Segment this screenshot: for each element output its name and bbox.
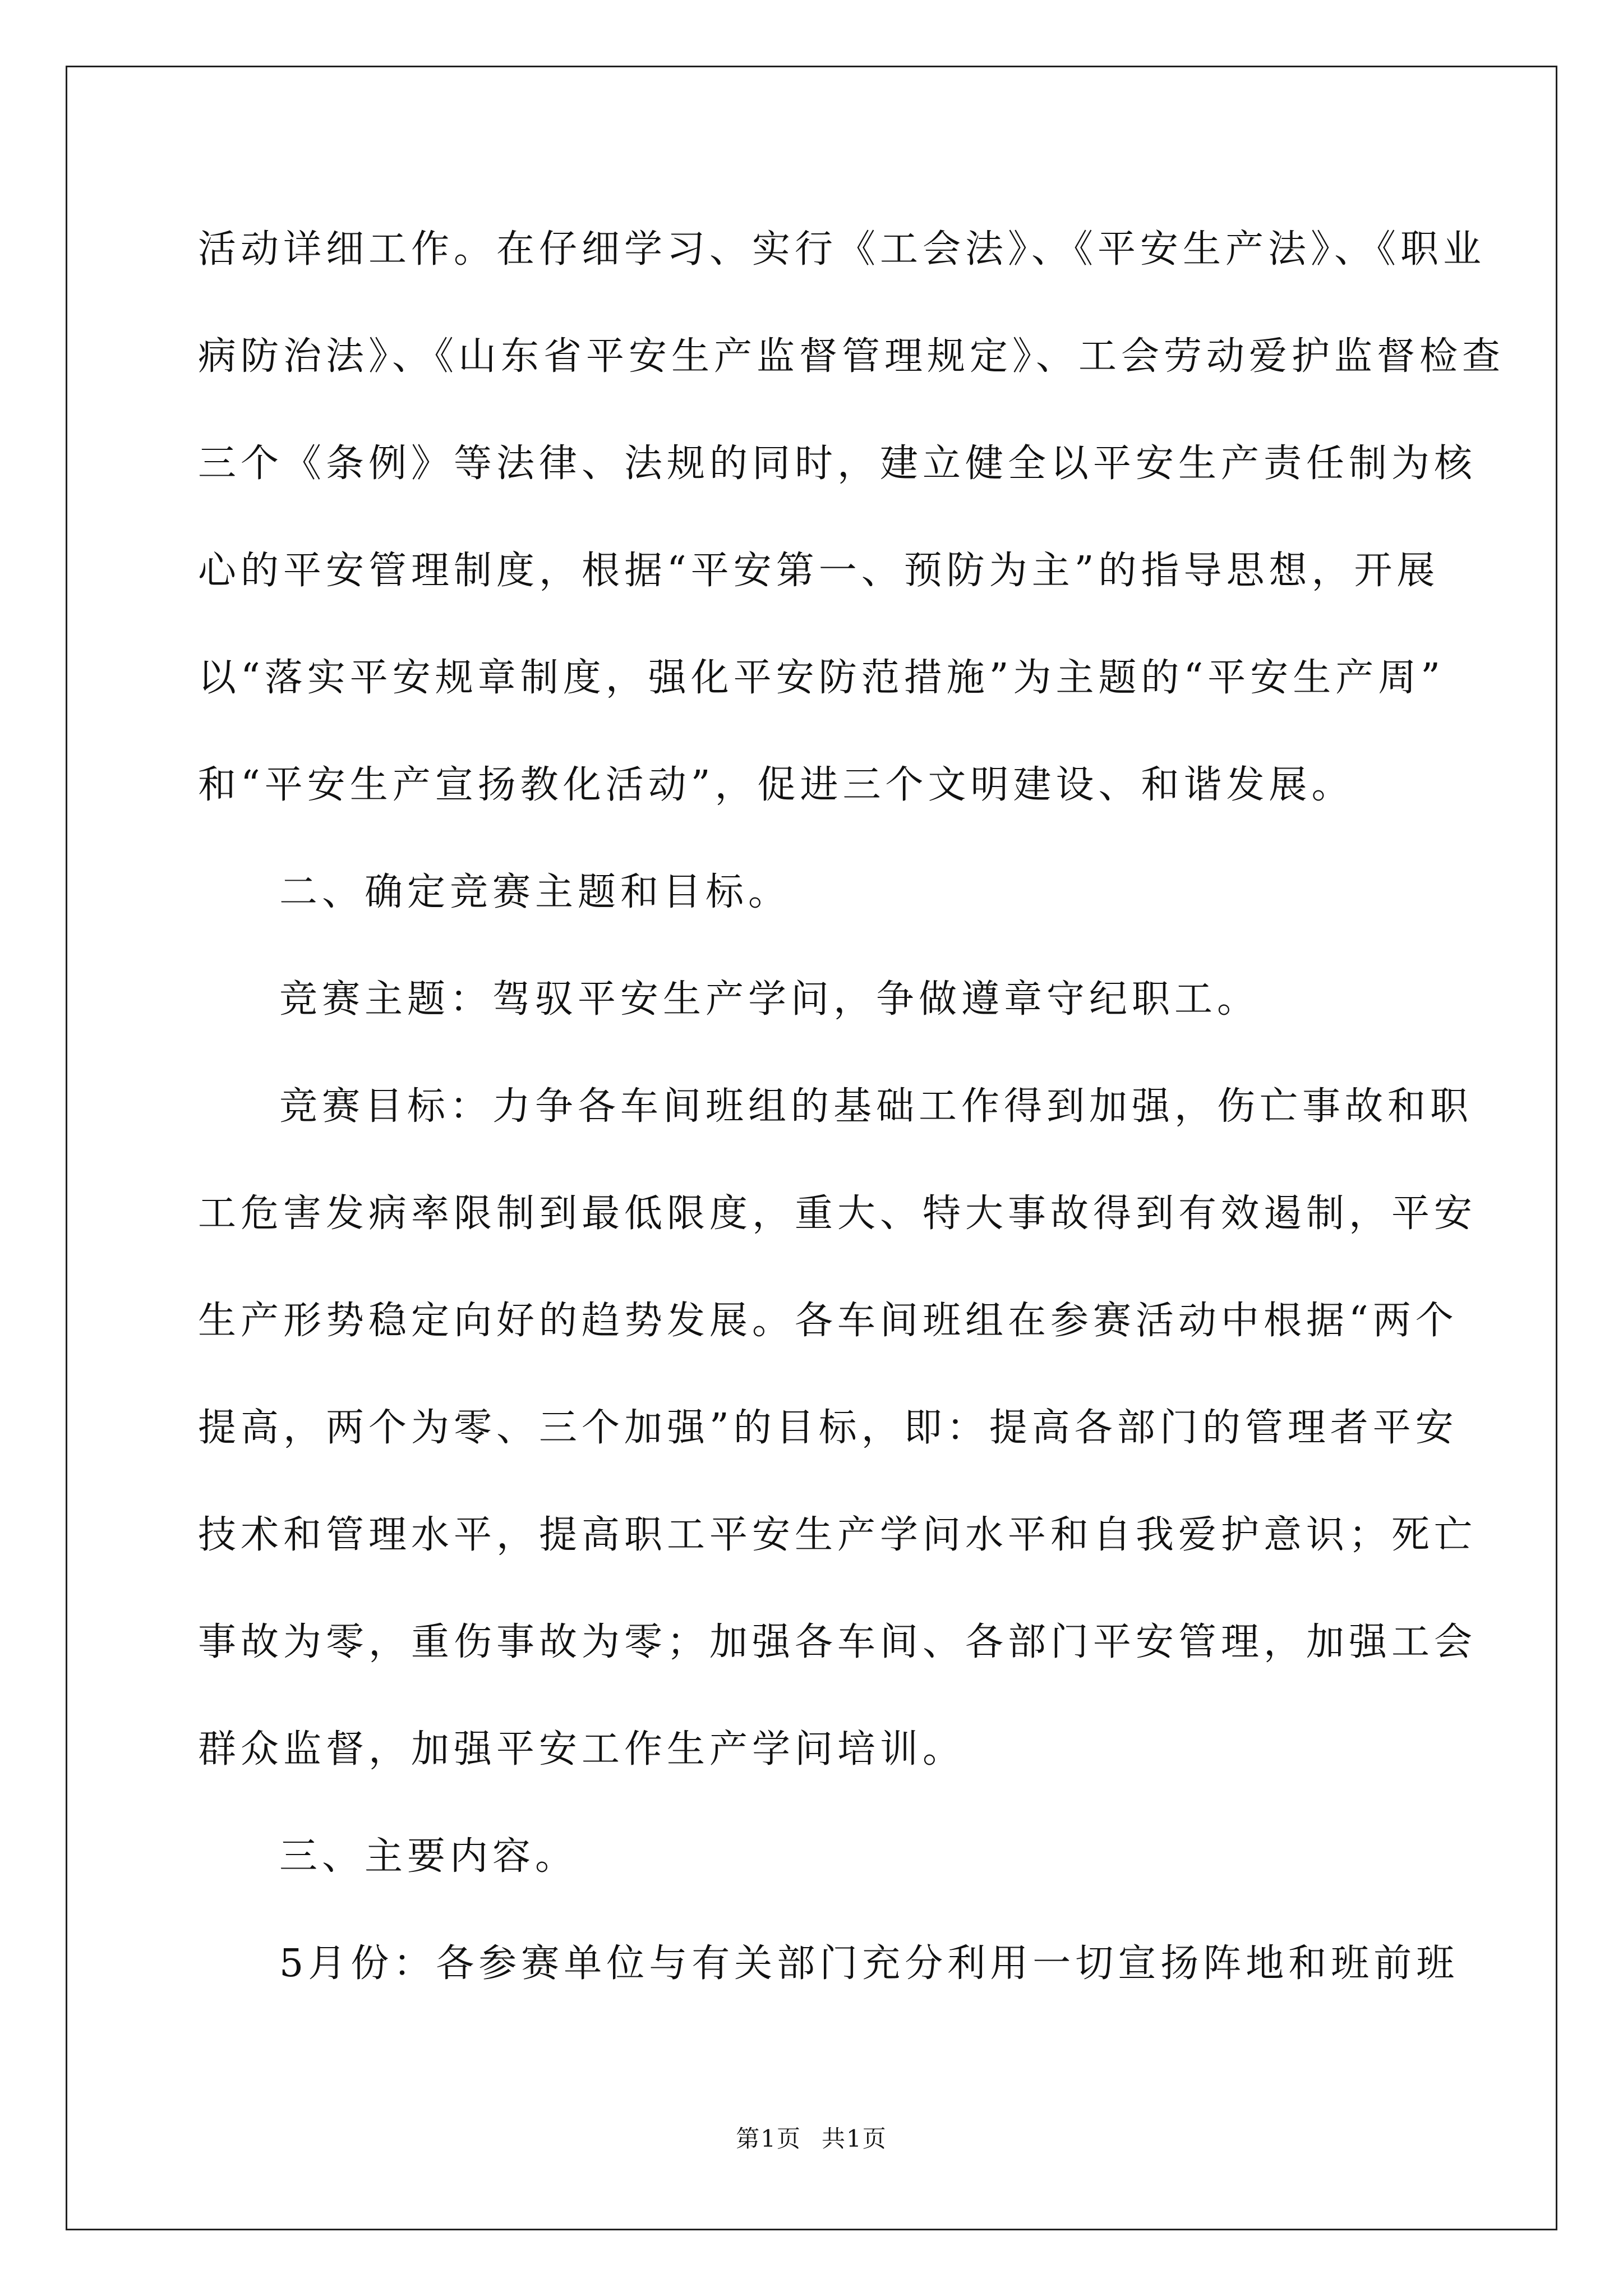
section-heading: 三、主要内容。 [279, 1834, 578, 1879]
paragraph-line: 生产形势稳定向好的趋势发展。各车间班组在参赛活动中根据“两个 [198, 1299, 1458, 1343]
section-heading: 二、确定竞赛主题和目标。 [279, 870, 791, 914]
paragraph-line: 竞赛目标：力争各车间班组的基础工作得到加强，伤亡事故和职 [279, 1084, 1473, 1129]
page-number: 第1页 [736, 2125, 801, 2152]
paragraph-line: 竞赛主题：驾驭平安生产学问，争做遵章守纪职工。 [279, 977, 1260, 1022]
paragraph-line: 心的平安管理制度，根据“平安第一、预防为主”的指导思想，开展 [198, 549, 1440, 593]
paragraph-line: 病防治法》、《山东省平安生产监督管理规定》、工会劳动爱护监督检查 [198, 334, 1505, 379]
paragraph-line: 5月份：各参赛单位与有关部门充分利用一切宣扬阵地和班前班 [279, 1941, 1459, 1986]
paragraph-line: 三个《条例》等法律、法规的同时，建立健全以平安生产责任制为核 [198, 441, 1477, 486]
paragraph-line: 和“平安生产宣扬教化活动”，促进三个文明建设、和谐发展。 [198, 763, 1354, 807]
paragraph-line: 以“落实平安规章制度，强化平安防范措施”为主题的“平安生产周” [198, 656, 1445, 700]
paragraph-line: 工危害发病率限制到最低限度，重大、特大事故得到有效遏制，平安 [198, 1191, 1477, 1236]
page-total: 共1页 [822, 2125, 887, 2152]
paragraph-line: 事故为零，重伤事故为零；加强各车间、各部门平安管理，加强工会 [198, 1620, 1477, 1664]
page-border [66, 66, 1557, 2230]
paragraph-line: 活动详细工作。在仔细学习、实行《工会法》、《平安生产法》、《职业 [198, 227, 1486, 272]
paragraph-line: 技术和管理水平，提高职工平安生产学问水平和自我爱护意识；死亡 [198, 1513, 1477, 1557]
page-footer [0, 2125, 1623, 2153]
paragraph-line: 提高，两个为零、三个加强”的目标，即：提高各部门的管理者平安 [198, 1406, 1458, 1450]
paragraph-line: 群众监督，加强平安工作生产学问培训。 [198, 1727, 966, 1772]
